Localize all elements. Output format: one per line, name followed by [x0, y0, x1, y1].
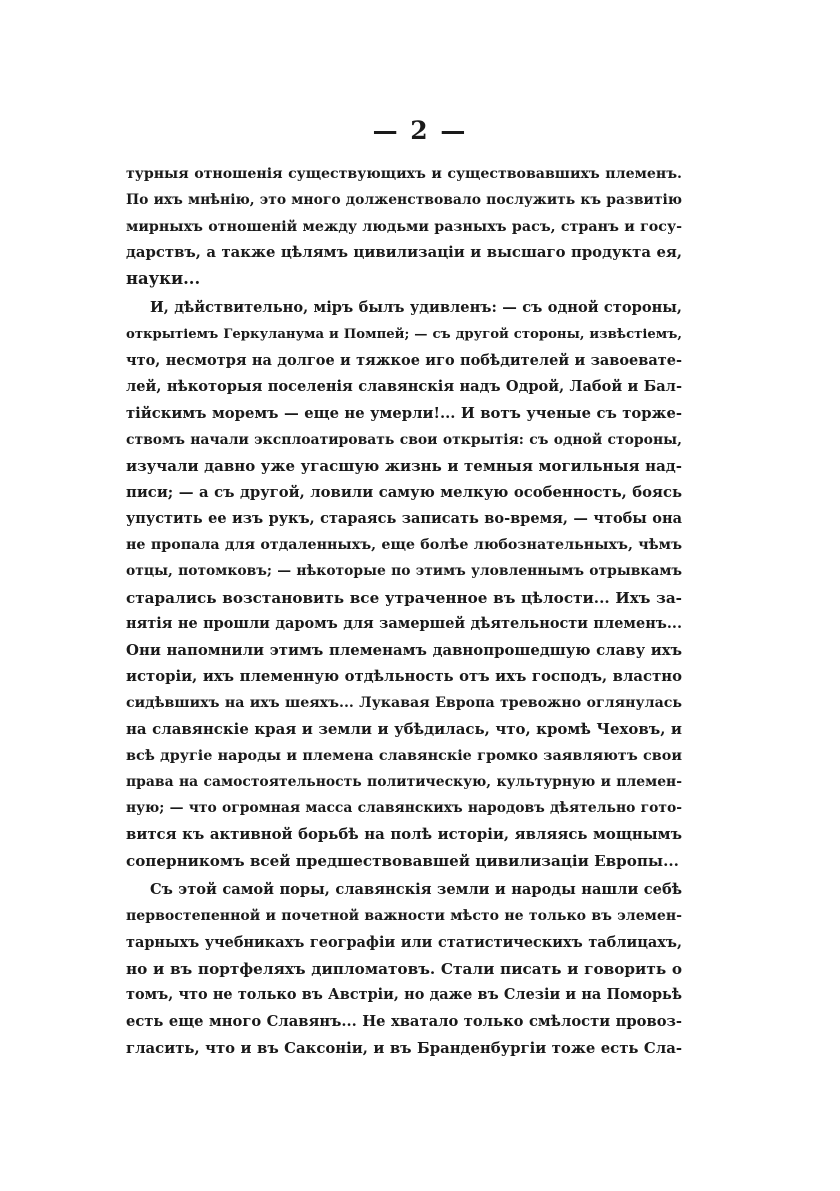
text-line: Съ этой самой поры, славянскія земли и народы нашли себѣ: [150, 881, 682, 899]
text-line: всѣ другіе народы и племена славянскіе громко заявляютъ свои: [126, 747, 682, 764]
body-text: [126, 161, 682, 1061]
text-line: Они напомнили этимъ племенамъ давнопрошедшую славу ихъ: [126, 641, 682, 660]
text-line: есть еще много Славянъ... Не хватало только смѣлости провоз-: [126, 1012, 682, 1030]
text-line: не пропала для отдаленныхъ, еще болѣе любознательныхъ, чѣмъ: [126, 537, 682, 554]
text-line: И, дѣйствительно, міръ былъ удивленъ: — съ одной стороны,: [150, 299, 682, 317]
text-line: лей, нѣкоторыя поселенія славянскія надъ Одрой, Лабой и Бал-: [126, 378, 682, 396]
text-line: турныя отношенія существующихъ и существовавшихъ племенъ.: [126, 166, 682, 182]
text-line: упустить ее изъ рукъ, стараясь записать во-время, — чтобы она: [126, 509, 682, 527]
text-line: науки...: [126, 269, 201, 289]
text-line: сидѣвшихъ на ихъ шеяхъ... Лукавая Европа тревожно оглянулась: [126, 694, 682, 711]
page-number: — 2 —: [372, 116, 468, 145]
text-line: старались возстановить все утраченное въ цѣлости... Ихъ за-: [126, 588, 682, 607]
text-line: тарныхъ учебникахъ географіи или статистическихъ таблицахъ,: [126, 933, 682, 951]
text-line: ную; — что огромная масса славянскихъ народовъ дѣятельно гото-: [126, 800, 682, 817]
text-line: исторіи, ихъ племенную отдѣльность отъ ихъ господъ, властно: [126, 667, 682, 685]
text-line: дарствъ, а также цѣлямъ цивилизаціи и высшаго продукта ея,: [126, 243, 682, 261]
text-line: права на самостоятельность политическую, культурную и племен-: [126, 773, 682, 790]
text-line: что, несмотря на долгое и тяжкое иго побѣдителей и завоевате-: [126, 352, 682, 370]
text-line: мирныхъ отношеній между людьми разныхъ расъ, странъ и госу-: [126, 218, 682, 235]
text-line: открытіемъ Геркуланума и Помпей; — съ другой стороны, извѣстіемъ,: [126, 326, 682, 342]
text-line: гласить, что и въ Саксоніи, и въ Бранденбургіи тоже есть Сла-: [126, 1038, 682, 1057]
text-line: нятія не прошли даромъ для замершей дѣятельности племенъ...: [126, 615, 682, 633]
text-line: писи; — а съ другой, ловили самую мелкую особенность, боясь: [126, 483, 682, 501]
text-line: По ихъ мнѣнію, это много долженствовало послужить къ развитію: [126, 192, 682, 209]
text-line: томъ, что не только въ Австріи, но даже въ Слезіи и на Поморьѣ: [126, 986, 682, 1004]
text-line: первостепенной и почетной важности мѣсто не только въ элемен-: [126, 908, 682, 925]
text-line: но и въ портфеляхъ дипломатовъ. Стали писать и говорить о: [126, 959, 682, 978]
text-line: соперникомъ всей предшествовавшей цивилизаціи Европы...: [126, 851, 679, 870]
text-line: тійскимъ моремъ — еще не умерли!... И вотъ ученые съ торже-: [126, 404, 682, 422]
text-line: вится къ активной борьбѣ на полѣ исторіи, являясь мощнымъ: [126, 825, 682, 844]
text-line: ствомъ начали эксплоатировать свои открытія: съ одной стороны,: [126, 431, 682, 448]
text-line: изучали давно уже угасшую жизнь и темныя могильныя над-: [126, 457, 682, 476]
text-line: на славянскіе края и земли и убѣдилась, что, кромѣ Чеховъ, и: [126, 720, 682, 739]
text-line: отцы, потомковъ; — нѣкоторые по этимъ уловленнымъ отрывкамъ: [126, 563, 682, 580]
